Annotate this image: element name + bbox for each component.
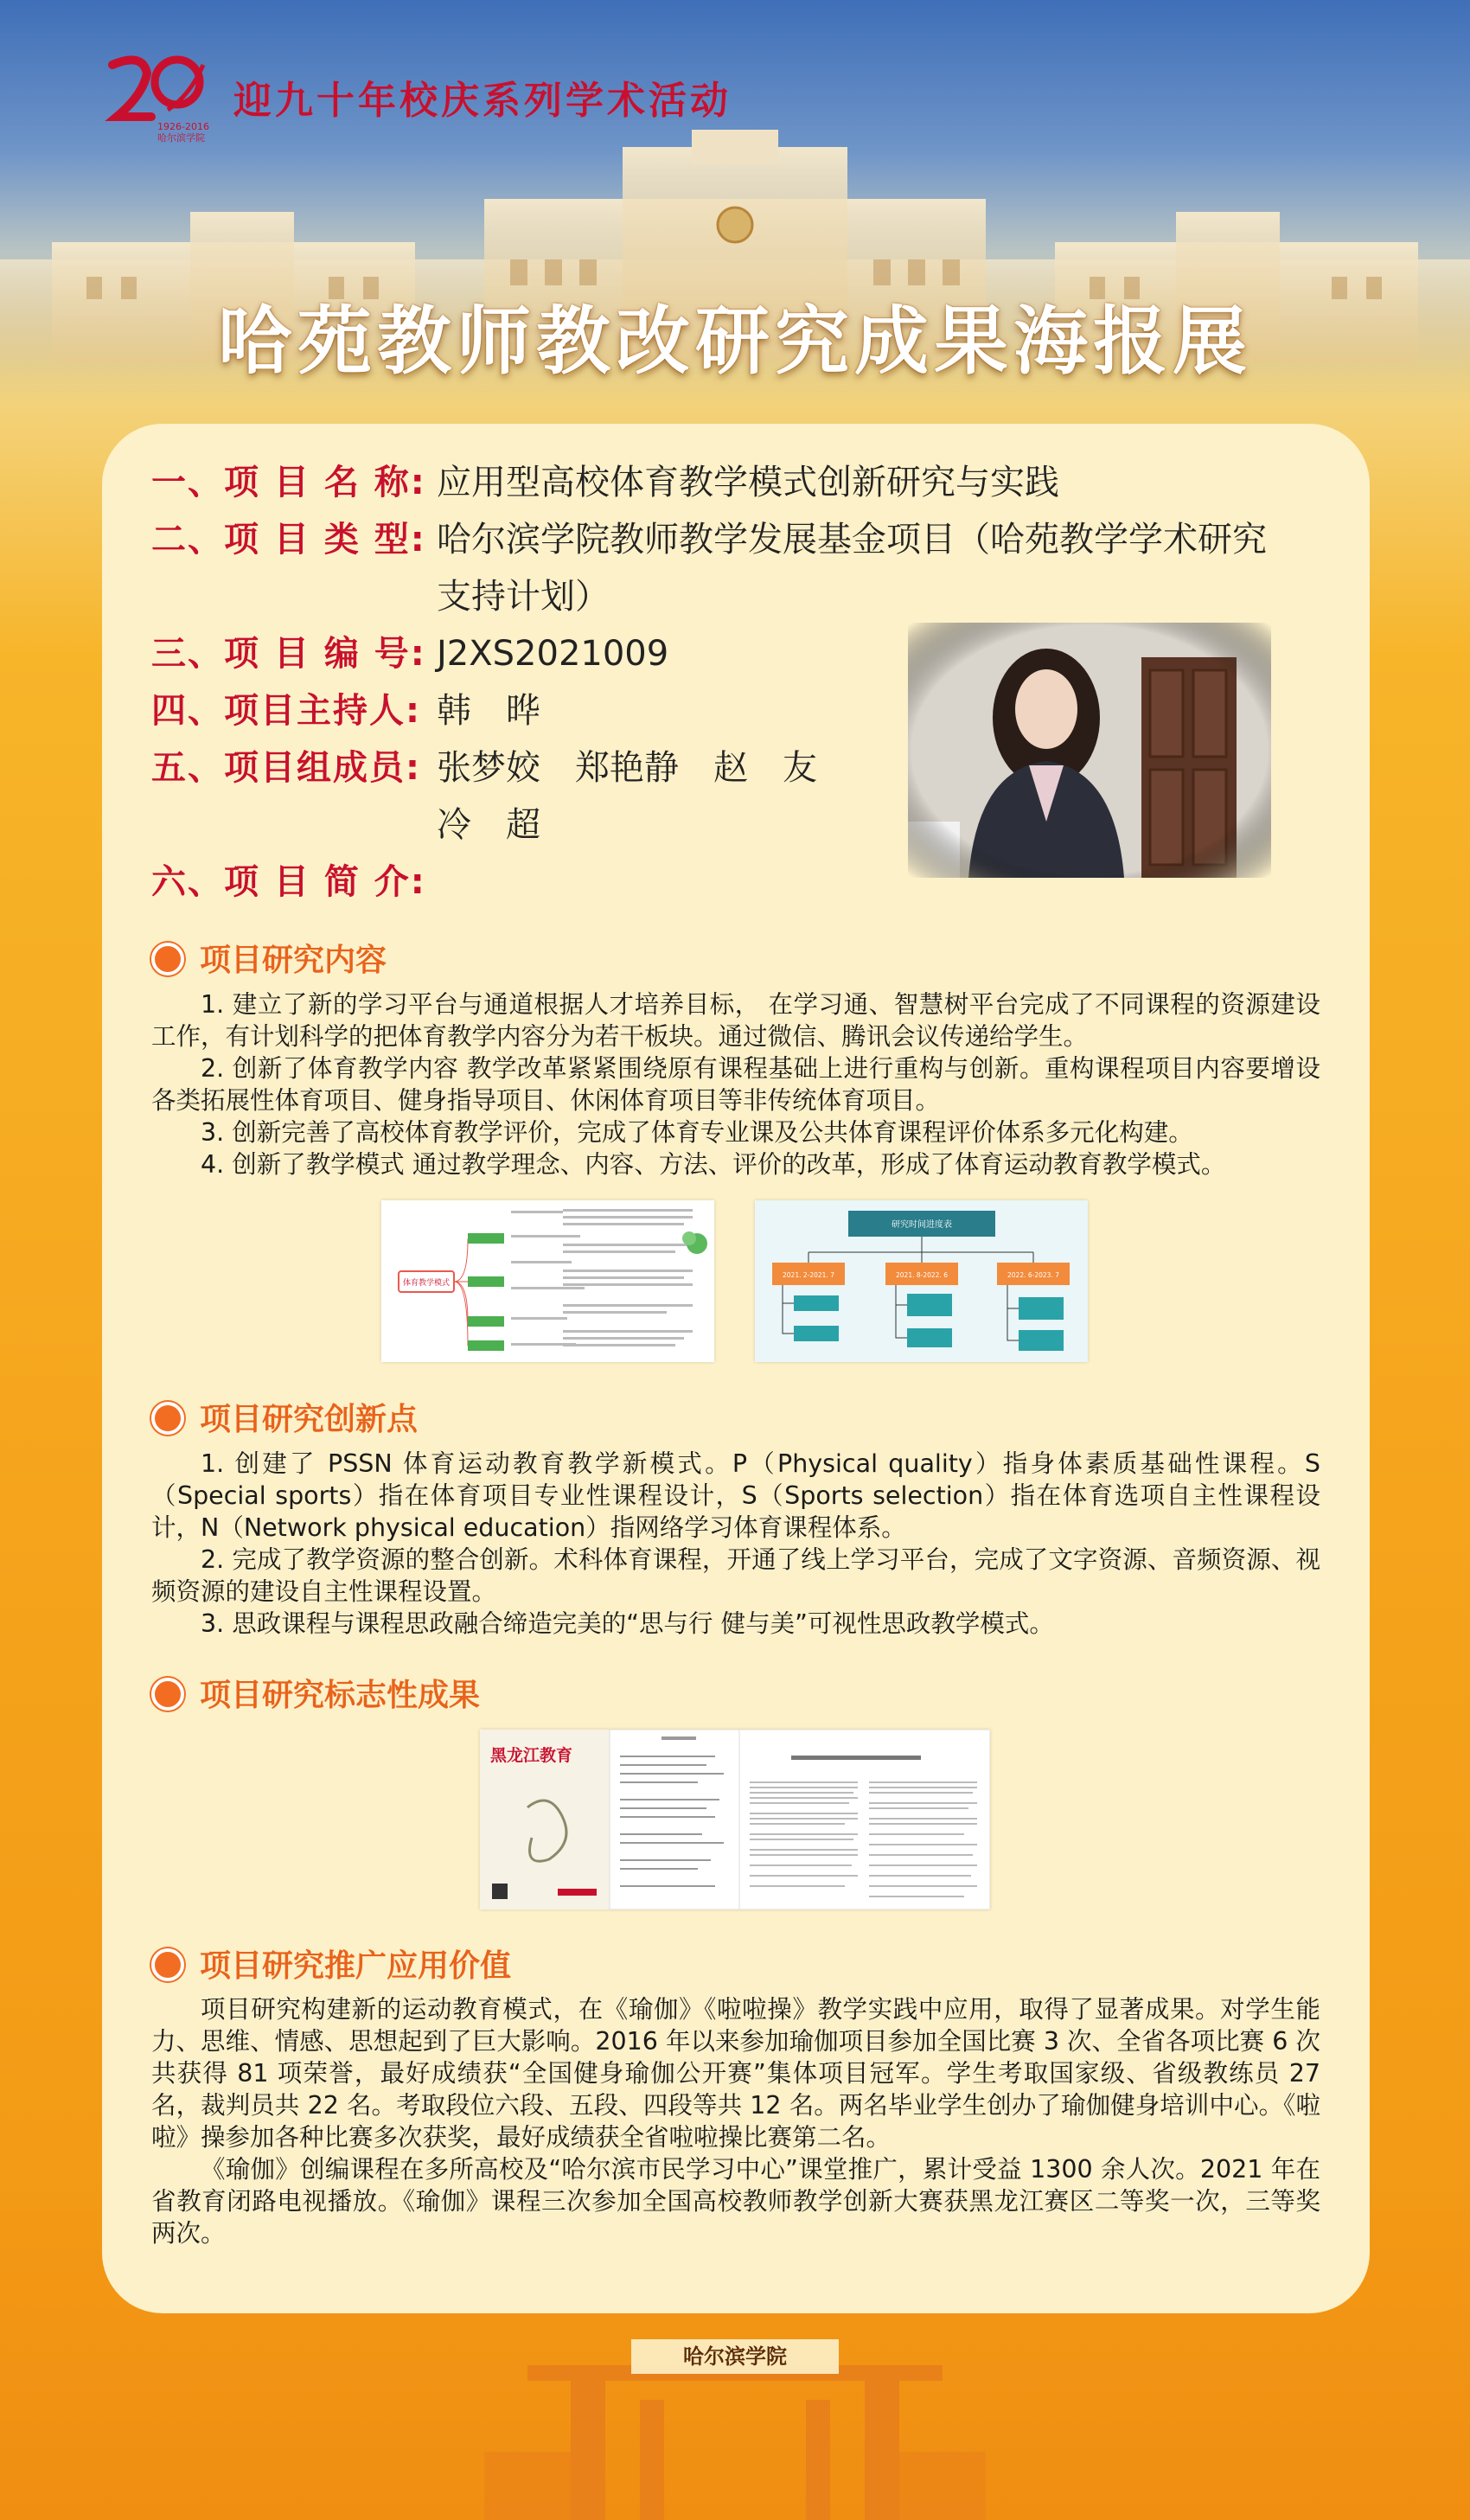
project-name-row <box>151 454 1059 511</box>
project-members-label: 五、项目组成员: <box>151 748 421 788</box>
project-type-row <box>151 511 1267 568</box>
value-paragraph-1: 项目研究构建新的运动教育模式，在《瑜伽》《啦啦操》教学实践中应用，取得了显著成果。对学生能力、思维、情感、思想起到了巨大影响。2016 年以来参加瑜伽项目参加全国比赛 3 次、全省各项比赛 6 次共获得 81 项荣誉，最好成绩获“全国健身瑜伽公开赛”集体项目冠军。学生考取国家级、省级教练员 27 名，裁判员共 22 名。考取段位六段、五段、四段等共 12 名。两名毕业学生创办了瑜伽健身培训中心。《啦啦》操参加各种比赛多次获奖，最好成绩获全省啦啦操比赛第二名。 <box>151 1995 1320 2152</box>
gate-sign-text: 哈尔滨学院 <box>683 2344 787 2369</box>
value-paragraph-2: 《瑜伽》创编课程在多所高校及“哈尔滨市民学习中心”课堂推广，累计受益 1300 余人次。2021 年在省教育闭路电视播放。《瑜伽》课程三次参加全国高校教师教学创新大赛获黑龙江赛区二等奖一次，三等奖两次。 <box>151 2155 1320 2248</box>
host-portrait-photo <box>908 623 1271 878</box>
university-logo <box>95 48 225 143</box>
section-heading-content <box>151 936 387 980</box>
content-paragraph-4: 4. 创新了教学模式 通过教学理念、内容、方法、评价的改革，形成了体育运动教育教学模式。 <box>201 1150 1226 1179</box>
logo-text: 哈尔滨学院 <box>157 132 205 143</box>
timeline-col2: 2021. 8-2022. 6 <box>896 1271 948 1279</box>
publication-figure <box>480 1730 990 1909</box>
mindmap-center-label: 体育教学模式 <box>402 1279 451 1288</box>
section-heading-value <box>151 1941 511 1986</box>
publication-pages <box>480 1730 990 1909</box>
section-innovation-body <box>151 1448 1320 1640</box>
header-slogan: 迎九十年校庆系列学术活动 <box>233 79 732 123</box>
section-heading-value-text: 项目研究推广应用价值 <box>200 1948 512 1984</box>
journal-cover-title: 黑龙江教育 <box>490 1746 573 1765</box>
section-heading-innovation <box>151 1395 418 1439</box>
content-paragraph-2: 2. 创新了体育教学内容 教学改革紧紧围绕原有课程基础上进行重构与创新。重构课程项目内容要增设各类拓展性体育项目、健身指导项目、休闲体育项目等非传统体育项目。 <box>151 1054 1320 1115</box>
project-name-label: 一、项 目 名 称: <box>151 463 426 502</box>
project-members-value: 张梦姣 郑艳静 赵 友 <box>437 748 817 788</box>
poster-title: 哈苑教师教改研究成果海报展 <box>218 298 1252 385</box>
bullet-dot-icon <box>151 1402 184 1435</box>
innovation-paragraph-3: 3. 思政课程与课程思政融合缔造完美的“思与行 健与美”可视性思政教学模式。 <box>201 1609 1054 1638</box>
timeline-col1: 2021. 2-2021. 7 <box>783 1271 834 1279</box>
timeline-diagram <box>755 1200 1088 1362</box>
project-host-value: 韩 晔 <box>437 691 540 731</box>
timeline-top-label: 研究时间进度表 <box>892 1220 952 1230</box>
project-type-label: 二、项 目 类 型: <box>151 520 426 560</box>
mindmap-diagram <box>381 1200 714 1362</box>
project-type-value-cont: 支持计划） <box>437 577 610 617</box>
innovation-paragraph-2: 2. 完成了教学资源的整合创新。术科体育课程，开通了线上学习平台，完成了文字资源、音频资源、视频资源的建设自主性课程设置。 <box>151 1545 1320 1606</box>
section-heading-content-text: 项目研究内容 <box>200 943 387 978</box>
project-intro-row <box>151 854 437 911</box>
section-content-body <box>151 988 1320 1180</box>
project-name-value: 应用型高校体育教学模式创新研究与实践 <box>437 463 1059 502</box>
project-type-value: 哈尔滨学院教师教学发展基金项目（哈苑教学学术研究 <box>437 520 1267 560</box>
section-heading-results <box>151 1671 480 1715</box>
project-id-value: J2XS2021009 <box>437 634 669 674</box>
timeline-col3: 2022. 6-2023. 7 <box>1007 1271 1059 1279</box>
bullet-dot-icon <box>151 1678 184 1711</box>
project-id-row <box>151 625 668 682</box>
section-heading-results-text: 项目研究标志性成果 <box>200 1678 481 1713</box>
innovation-paragraph-1: 1. 创建了 PSSN 体育运动教育教学新模式。P（Physical quality）指身体素质基础性课程。S（Special sports）指在体育项目专业性课程设计，S（Sports selection）指在体育选项自主性课程设计，N（Network physical education）指网络学习体育课程体系。 <box>151 1449 1320 1542</box>
timeline-figure <box>755 1200 1088 1362</box>
logo-years: 1926-2016 <box>157 121 209 132</box>
content-paragraph-3: 3. 创新完善了高校体育教学评价，完成了体育专业课及公共体育课程评价体系多元化构建。 <box>201 1118 1193 1147</box>
content-paragraph-1: 1. 建立了新的学习平台与通道根据人才培养目标， 在学习通、智慧树平台完成了不同课程的资源建设工作，有计划科学的把体育教学内容分为若干板块。通过微信、腾讯会议传递给学生。 <box>151 990 1320 1051</box>
bullet-dot-icon <box>151 1948 184 1981</box>
section-value-body <box>151 1993 1320 2249</box>
project-id-label: 三、项 目 编 号: <box>151 634 426 674</box>
mindmap-figure <box>381 1200 714 1362</box>
campus-gate-illustration <box>484 2322 986 2520</box>
project-intro-label: 六、项 目 简 介: <box>151 862 426 902</box>
section-heading-innovation-text: 项目研究创新点 <box>200 1402 419 1437</box>
project-host-label: 四、项目主持人: <box>151 691 421 731</box>
project-members-row <box>151 739 817 796</box>
project-host-row <box>151 682 540 739</box>
bullet-dot-icon <box>151 943 184 975</box>
project-members-value-cont: 冷 超 <box>437 805 540 845</box>
